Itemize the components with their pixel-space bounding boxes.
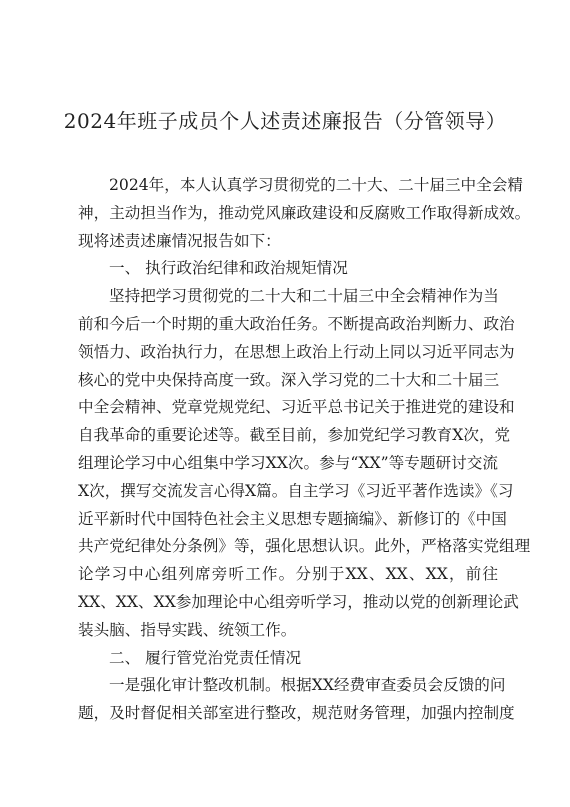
paragraph-line: 论学习中心组列席旁听工作。分别于XX、XX、XX，前往 (78, 565, 498, 584)
paragraph-line: XX、XX、XX参加理论中心组旁听学习，推动以党的创新理论武 (78, 592, 519, 611)
paragraph-line: 共产党纪律处分条例》等，强化思想认识。此外，严格落实党组理 (78, 537, 531, 556)
document-title: 2024年班子成员个人述责述廉报告（分管领导） (63, 109, 507, 133)
paragraph-line: 组理论学习中心组集中学习XX次。参与“XX”等专题研讨交流 (78, 453, 498, 472)
paragraph-line: 领悟力、政治执行力，在思想上政治上行动上同以习近平同志为 (78, 342, 515, 361)
paragraph-line: 前和今后一个时期的重大政治任务。不断提高政治判断力、政治 (78, 314, 515, 333)
paragraph-line: 一是强化审计整改机制。根据XX经费审查委员会反馈的问 (109, 676, 506, 695)
paragraph-line: 核心的党中央保持高度一致。深入学习党的二十大和二十届三 (78, 370, 500, 389)
paragraph-line: 2024年，本人认真学习贯彻党的二十大、二十届三中全会精 (109, 176, 523, 194)
paragraph-line: 题，及时督促相关部室进行整改，规范财务管理，加强内控制度 (78, 704, 515, 723)
paragraph-line: 中全会精神、党章党规党纪、习近平总书记关于推进党的建设和 (78, 398, 515, 417)
paragraph-line: 坚持把学习贯彻党的二十大和二十届三中全会精神作为当 (109, 287, 499, 306)
paragraph-line: 装头脑、指导实践、统领工作。 (78, 620, 297, 639)
paragraph-line: 神，主动担当作为，推动党风廉政建设和反腐败工作取得新成效。 (78, 203, 531, 222)
paragraph-line: 现将述责述廉情况报告如下： (78, 231, 281, 250)
paragraph-line: 近平新时代中国特色社会主义思想专题摘编》、新修订的《中国 (78, 509, 507, 528)
paragraph-line: 自我革命的重要论述等。截至目前，参加党纪学习教育X次，党 (78, 426, 511, 445)
document-body (78, 172, 531, 728)
section-heading: 二、 履行管党治党责任情况 (109, 648, 302, 667)
paragraph-line: X次，撰写交流发言心得X篇。自主学习《习近平著作选读》《习 (78, 481, 514, 500)
section-heading: 一、 执行政治纪律和政治规矩情况 (109, 259, 348, 278)
